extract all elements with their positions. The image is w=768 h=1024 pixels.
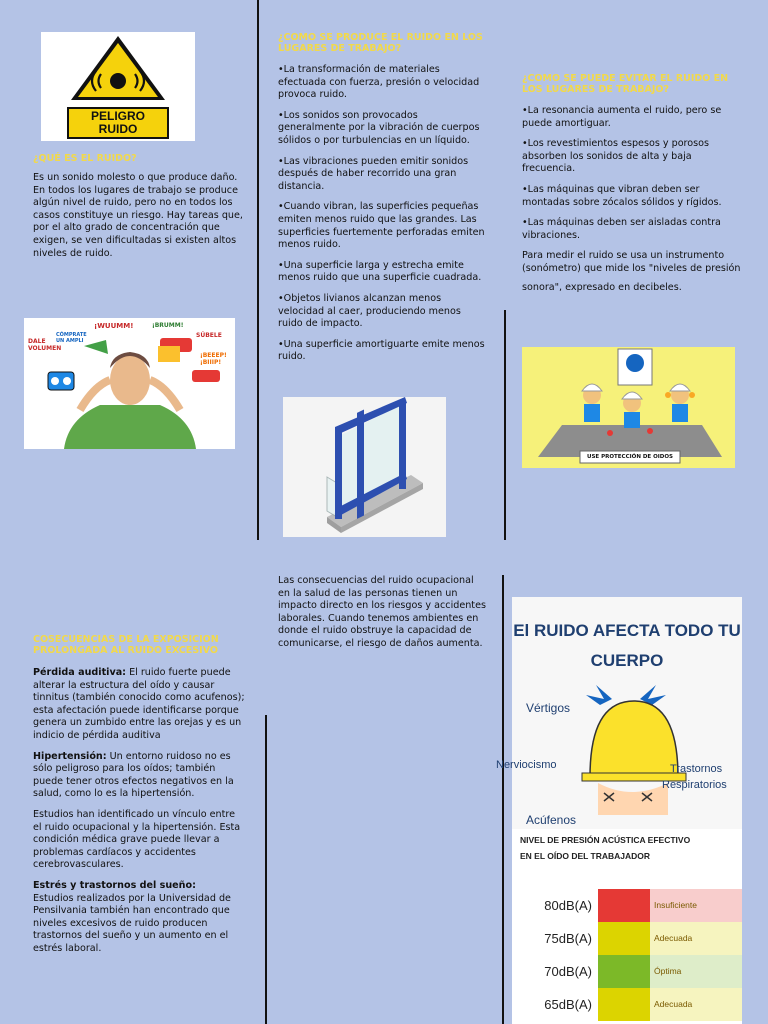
level-label: Insuficiente — [654, 900, 697, 910]
list-item: •Cuando vibran, las superficies pequeñas emiten menos ruido que las grandes. Las superficies fuertemente perforadas emiten menos ruido. — [278, 201, 485, 251]
list-item: •Los revestimientos espesos y porosos absorben los sonidos de alta y baja frecuencia. — [522, 138, 710, 175]
acoustic-barrier-image — [283, 397, 446, 537]
level-color-swatch — [598, 889, 650, 923]
list-item: •Las máquinas que vibran deben ser montadas sobre zócalos sólidos y rígidos. — [522, 183, 722, 208]
list-item: •Las vibraciones pueden emitir sonidos después de haber recorrido una gran distancia. — [278, 155, 469, 192]
list-item: •Objetos livianos alcanzan menos velocidad al caer, produciendo menos ruido de impacto. — [278, 292, 461, 330]
measure-paragraph: Para medir el ruido se usa un instrumento (sonómetro) que mide los "niveles de presión — [522, 250, 741, 274]
level-color-swatch — [598, 988, 650, 1022]
effect-label: Nerviocismo — [496, 759, 557, 771]
effect-label: Acúfenos — [526, 813, 577, 827]
section-heading-que-es: ¿QUÉ ES EL RUIDO? — [33, 153, 137, 164]
cartoon-word: ¡BRUMM! — [152, 322, 184, 329]
level-value: 65dB(A) — [544, 997, 592, 1012]
table-row — [512, 955, 742, 988]
perdida-auditiva-paragraph: Pérdida auditiva: El ruido fuerte puede alterar la estructura del oído y causar tinnitus (también conocido como acufenos); esta afectación puede identificarse porque genera un zumbido entre las orejas y es un indicio de pérdida auditiva — [33, 667, 245, 741]
sign-text-line1: PELIGRO — [90, 109, 145, 123]
sign-text-line2: RUIDO — [98, 122, 138, 136]
hipertension-label: Hipertensión: — [33, 750, 107, 762]
section-heading-como-se-produce: ¿COMO SE PRODUCE EL RUIDO EN LOS LUGARES DE TRABAJO? — [278, 32, 483, 54]
estres-paragraph: Estrés y trastornos del sueño: Estudios realizados por la Universidad de Pensilvania también han encontrado que niveles excesivos de ruido producen trastornos del sueño y un aumento en el estrés laboral. — [33, 879, 231, 954]
list-item: •Las máquinas deben ser aisladas contra vibraciones. — [522, 217, 721, 241]
consecuencias-text — [33, 667, 245, 963]
list-item: •La resonancia aumenta el ruido, pero se puede amortiguar. — [522, 105, 722, 129]
list-item: •Una superficie amortiguarte emite menos ruido. — [278, 338, 485, 363]
level-value: 75dB(A) — [544, 931, 592, 946]
level-value: 70dB(A) — [544, 964, 592, 979]
perdida-auditiva-label: Pérdida auditiva: — [33, 667, 127, 678]
warning-sign-image — [41, 32, 195, 141]
effect-label: Vértigos — [526, 701, 571, 715]
poster-title-line2: CUERPO — [590, 651, 664, 670]
cartoon-word: ¡BEEEP! ¡BIIIP! — [200, 352, 227, 366]
pressure-level-table — [512, 829, 742, 1024]
consecuencias-intro-paragraph: Las consecuencias del ruido ocupacional en la salud de las personas tienen un impacto directo en los riesgos y accidentes laborales. Cuando tenemos ambientes en donde el ruido obstruye la capacidad de comunicarse, el riesgo de daños aumenta. — [278, 575, 486, 649]
cartoon-word: ¡WUUMM! — [94, 322, 134, 330]
table-row — [512, 922, 742, 955]
noise-man-illustration — [24, 318, 235, 449]
list-item: •La transformación de materiales efectuada con fuerza, presión o velocidad provoca ruido. — [278, 64, 480, 101]
level-label: Adecuada — [654, 933, 693, 943]
column-divider — [265, 715, 267, 1024]
level-color-swatch — [598, 922, 650, 956]
section-heading-consecuencias: COSECUENCIAS DE LA EXPOSICION PROLONGADA AL RUIDO EXCESIVO — [33, 634, 219, 656]
effect-label: Trastornos — [670, 763, 723, 775]
section-heading-como-evitar: ¿COMO SE PUEDE EVITAR EL RUIDO EN LOS LUGARES DE TRABAJO? — [522, 73, 729, 95]
cartoon-word: CÓMPRATE UN AMPLI — [56, 332, 87, 344]
measure-paragraph-cont: sonora", expresado en decibeles. — [522, 281, 682, 293]
column-divider — [257, 0, 259, 540]
poster-title-line1: El RUIDO AFECTA TODO TU — [513, 621, 741, 640]
cartoon-word: SÚBELE — [196, 332, 222, 339]
table-row — [512, 988, 742, 1021]
column-divider — [502, 575, 504, 1024]
table-title-line2: EN EL OÍDO DEL TRABAJADOR — [520, 851, 651, 861]
list-item: •Una superficie larga y estrecha emite menos ruido que una superficie cuadrada. — [278, 259, 482, 284]
level-value: 80dB(A) — [544, 898, 592, 913]
ear-protection-caption: USE PROTECCIÓN DE OIDOS — [586, 454, 674, 460]
list-item: •Los sonidos son provocados generalmente por la vibración de cuerpos sólidos o por turbulencias en un líquido. — [278, 109, 480, 146]
ear-protection-illustration — [522, 347, 735, 468]
column-divider — [504, 310, 506, 540]
level-label: Adecuada — [654, 999, 693, 1009]
level-label: Óptima — [654, 966, 682, 976]
table-title-line1: NIVEL DE PRESIÓN ACÚSTICA EFECTIVO — [520, 835, 691, 845]
como-evitar-list — [522, 105, 742, 302]
cartoon-word: DALE VOLUMEN — [28, 338, 62, 352]
estudios-paragraph: Estudios han identificado un vínculo entre el ruido ocupacional y la hipertensión. Esta condición médica grave puede llevar a problemas cardíacos y accidentes cerebrovasculares. — [33, 808, 241, 871]
como-se-produce-list — [278, 64, 488, 372]
level-color-swatch — [598, 955, 650, 989]
hipertension-paragraph: Hipertensión: Un entorno ruidoso no es sólo peligroso para los oídos; también puede tener otros efectos negativos en la salud, como lo es la hipertensión. — [33, 750, 234, 800]
que-es-paragraph: Es un sonido molesto o que produce daño. En todos los lugares de trabajo se produce algún nivel de ruido, pero no en todos los casos constituye un riesgo. Hay tareas que, por el alto grado de concentración que exigen, se ven dificultadas si existen altos niveles de ruido. — [33, 172, 243, 259]
effect-label: Respiratorios — [662, 779, 727, 791]
table-row — [512, 889, 742, 922]
noise-effects-poster — [496, 597, 742, 1024]
estres-label: Estrés y trastornos del sueño: — [33, 879, 196, 891]
